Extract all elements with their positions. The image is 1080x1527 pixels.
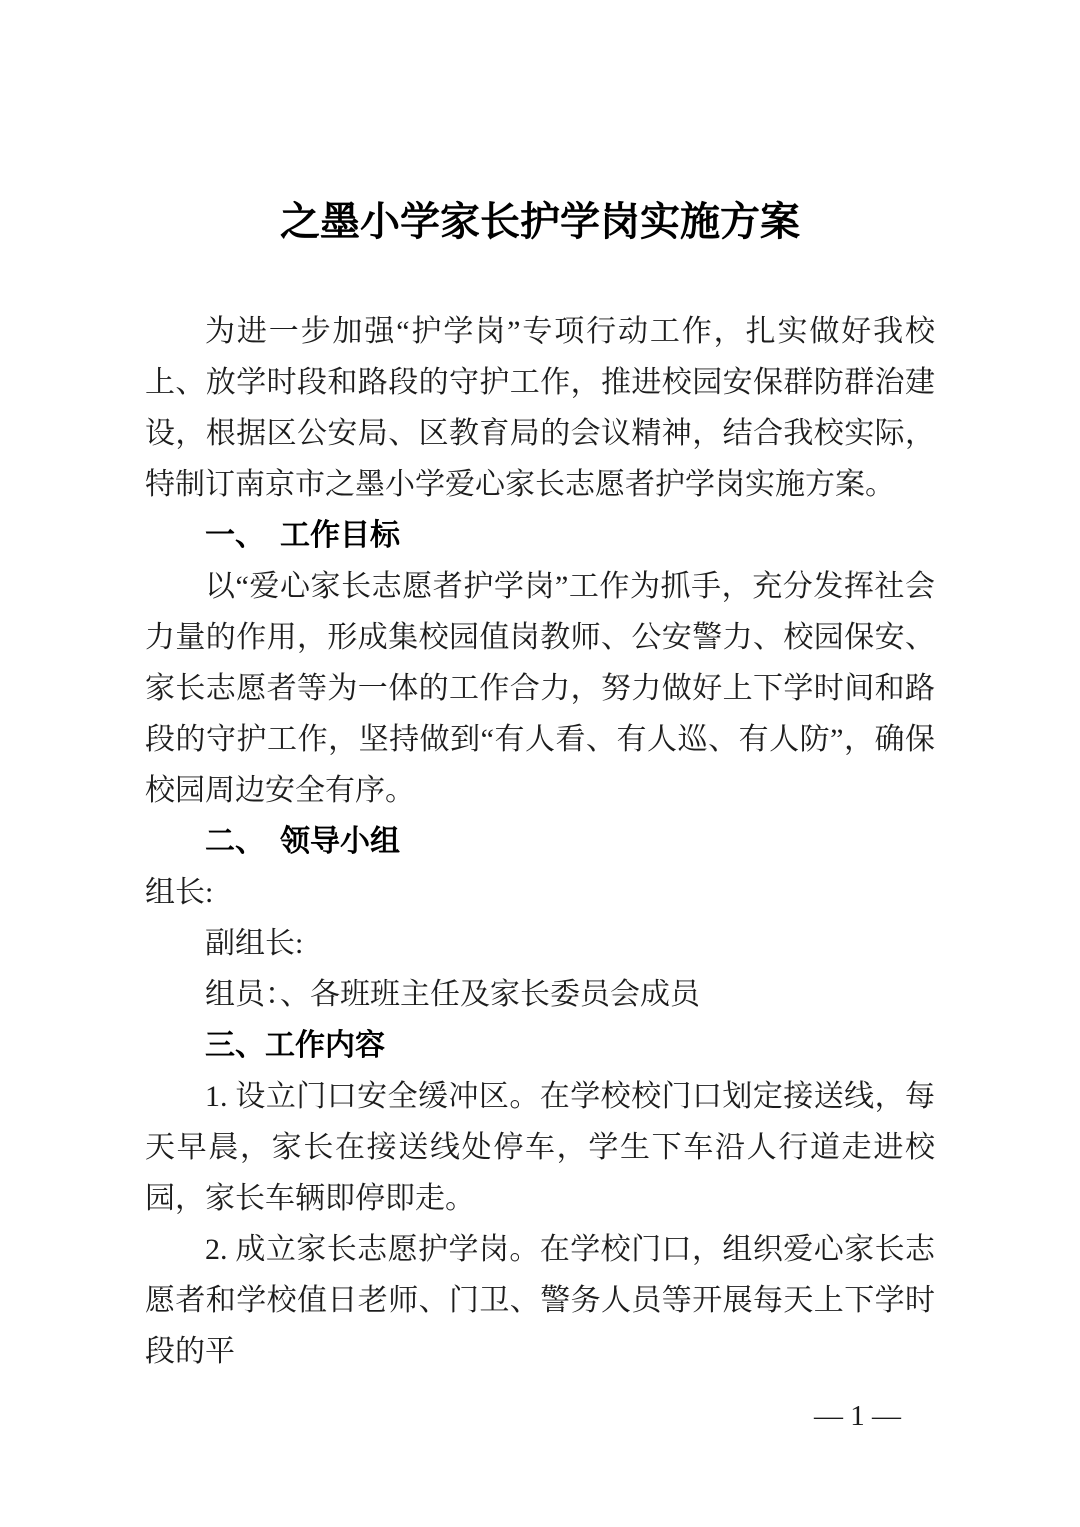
document-title: 之墨小学家长护学岗实施方案 [280,199,800,244]
group-leader-line: 组长: [145,876,214,909]
work-item-1: 1. 设立门口安全缓冲区。在学校校门口划定接送线，每天早晨，家长在接送线处停车，学生下车沿人行道走进校园，家长车辆即停即走。 [145,1080,935,1215]
section-1-body: 以“爱心家长志愿者护学岗”工作为抓手，充分发挥社会力量的作用，形成集校园值岗教师、公安警力、校园保安、家长志愿者等为一体的工作合力，努力做好上下学时间和路段的守护工作，坚持做到“有人看、有人巡、有人防”，确保校园周边安全有序。 [145,570,935,807]
work-item-2: 2. 成立家长志愿护学岗。在学校门口，组织爱心家长志愿者和学校值日老师、门卫、警务人员等开展每天上下学时段的平 [145,1233,935,1368]
page-number: — 1 — [814,1400,901,1432]
section-2-heading: 二、 领导小组 [205,825,400,858]
section-3-heading: 三、工作内容 [205,1029,385,1062]
group-members-line: 组员：、各班班主任及家长委员会成员 [205,978,700,1011]
section-1-heading: 一、 工作目标 [205,519,400,552]
intro-paragraph: 为进一步加强“护学岗”专项行动工作，扎实做好我校上、放学时段和路段的守护工作，推进校园安保群防群治建设，根据区公安局、区教育局的会议精神，结合我校实际，特制订南京市之墨小学爱心家长志愿者护学岗实施方案。 [145,315,935,501]
deputy-leader-line: 副组长: [205,927,304,960]
document-body [145,306,935,1377]
document-text-column [145,0,935,1377]
